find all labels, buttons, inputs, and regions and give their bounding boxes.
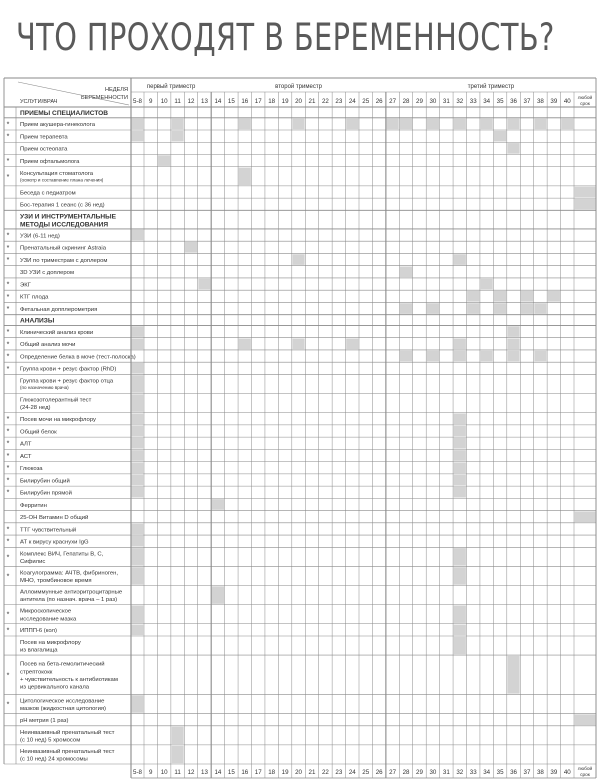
week-tick-label: 19 (281, 98, 289, 105)
week-tick-label: 23 (335, 98, 343, 105)
week-label: БЕРЕМЕННОСТИ (81, 95, 128, 101)
required-marker: * (6, 465, 10, 473)
filled-cell (454, 119, 466, 130)
week-tick-label: любой (577, 767, 593, 772)
service-note: (по назначению врача) (20, 385, 69, 391)
filled-cell (132, 475, 144, 486)
service-label: Прием акушера-гинеколога (20, 122, 95, 129)
service-label: Пренатальный скрининг Astraia (20, 245, 107, 252)
service-label: 3D УЗИ с доплером (20, 270, 75, 277)
filled-cell (494, 291, 506, 302)
required-marker: * (6, 341, 10, 349)
service-label: Клинический анализ крови (20, 329, 94, 336)
filled-cell (467, 291, 479, 302)
service-label: Прием офтальмолога (20, 158, 80, 165)
filled-cell (454, 254, 466, 265)
filled-cell (454, 438, 466, 449)
required-marker: * (6, 554, 10, 562)
service-label: Прием терапевта (20, 134, 68, 141)
filled-cell (548, 291, 560, 302)
filled-cell (212, 586, 224, 604)
required-marker: * (6, 257, 10, 265)
filled-cell (132, 524, 144, 535)
week-tick-label: 9 (148, 769, 153, 776)
filled-cell (132, 326, 144, 337)
filled-cell (132, 487, 144, 498)
trimester-label: первый триместр (146, 84, 196, 90)
filled-cell (185, 242, 197, 253)
week-tick-label: 11 (174, 98, 181, 105)
filled-cell (427, 119, 439, 130)
filled-cell (292, 254, 304, 265)
filled-cell (481, 351, 493, 362)
week-tick-label: любой (577, 96, 593, 101)
filled-cell (158, 155, 170, 166)
week-tick-label: 11 (174, 769, 181, 776)
service-label: АТ к вирусу краснухи IgG (20, 539, 89, 546)
week-tick-label: 15 (227, 98, 235, 105)
week-tick-label: 24 (348, 769, 356, 776)
week-tick-label: 36 (510, 98, 517, 105)
week-tick-label: 30 (429, 98, 437, 105)
filled-cell (575, 187, 596, 198)
service-label: pH метрия (1 раз) (20, 717, 69, 724)
filled-cell (132, 450, 144, 461)
week-tick-label: 14 (214, 769, 222, 776)
required-marker: * (6, 329, 10, 337)
required-marker: * (6, 627, 10, 635)
filled-cell (132, 413, 144, 424)
required-marker: * (6, 701, 10, 709)
service-label: Цитологическое исследование (20, 698, 105, 705)
week-tick-label: 34 (483, 769, 491, 776)
filled-cell (494, 131, 506, 142)
week-tick-label: 34 (483, 98, 491, 105)
service-label: Неинвазивный пренатальный тест (20, 748, 115, 755)
week-tick-label: 32 (456, 769, 464, 776)
service-label: мазков (жидкостная цитология) (20, 706, 107, 713)
week-tick-label: 37 (523, 769, 531, 776)
service-label: Беседа с педиатром (20, 190, 76, 197)
service-label: Микроскопическое (20, 608, 72, 615)
filled-cell (575, 714, 596, 725)
week-tick-label: 26 (375, 769, 383, 776)
required-marker: * (6, 293, 10, 301)
service-label: антитела (по назнач. врача – 1 раз) (20, 597, 118, 604)
filled-cell (292, 338, 304, 349)
service-label: АСТ (20, 453, 32, 460)
week-tick-label: 24 (348, 98, 356, 105)
week-tick-label: 17 (254, 98, 262, 105)
filled-cell (521, 291, 533, 302)
week-tick-label: 22 (321, 769, 329, 776)
filled-cell (132, 695, 144, 713)
week-label: НЕДЕЛЯ (104, 87, 128, 93)
service-label: МНО, тромбиновое время (20, 578, 92, 585)
week-tick-label: 22 (321, 98, 329, 105)
filled-cell (239, 119, 251, 130)
filled-cell (454, 567, 466, 585)
filled-cell (132, 338, 144, 349)
filled-cell (132, 567, 144, 585)
service-label: Коагулограмма: АЧТВ, фибриноген, (20, 570, 119, 577)
filled-cell (454, 351, 466, 362)
week-tick-label: 35 (496, 769, 504, 776)
filled-cell (575, 511, 596, 522)
filled-cell (534, 119, 546, 130)
filled-cell (386, 119, 398, 130)
filled-cell (507, 656, 519, 694)
service-label: УЗИ (6-11 нед) (20, 233, 60, 240)
week-tick-label: 25 (362, 769, 370, 776)
filled-cell (292, 119, 304, 130)
week-tick-label: 12 (187, 769, 195, 776)
week-tick-label: 38 (536, 98, 544, 105)
week-tick-label: 31 (442, 769, 450, 776)
week-tick-label: 23 (335, 769, 343, 776)
filled-cell (132, 605, 144, 623)
service-label: Аллоиммунные антиэритроцитарные (20, 589, 123, 596)
week-tick-label: 15 (227, 769, 235, 776)
required-marker: * (6, 133, 10, 141)
filled-cell (132, 119, 144, 130)
week-tick-label: 20 (295, 769, 302, 776)
week-tick-label: 30 (429, 769, 437, 776)
filled-cell (427, 303, 439, 314)
filled-cell (481, 119, 493, 130)
page-title: ЧТО ПРОХОДЯТ В БЕРЕМЕННОСТЬ? (16, 16, 555, 59)
required-marker: * (6, 281, 10, 289)
service-label: Определение белка в моче (тест-полоска) (20, 354, 136, 361)
service-label: Билирубин общий (20, 478, 70, 485)
service-label: Сифилис (20, 558, 46, 565)
week-tick-label: 27 (389, 98, 397, 105)
service-label: (с 10 нед) 5 хромосом (20, 737, 81, 744)
filled-cell (132, 131, 144, 142)
week-tick-label: 5-8 (133, 769, 142, 776)
filled-cell (132, 363, 144, 374)
filled-cell (507, 119, 519, 130)
filled-cell (507, 143, 519, 154)
filled-cell (400, 351, 412, 362)
filled-cell (346, 119, 358, 130)
filled-cell (132, 625, 144, 636)
required-marker: * (6, 526, 10, 534)
filled-cell (521, 303, 533, 314)
filled-cell (239, 168, 251, 186)
required-marker: * (6, 538, 10, 546)
service-label: Глюкозотолерантный тест (20, 397, 92, 404)
week-tick-label: 28 (402, 769, 410, 776)
filled-cell (561, 119, 573, 130)
week-tick-label: 21 (308, 769, 316, 776)
service-note: (осмотр и составление плана лечения) (20, 177, 104, 183)
filled-cell (132, 548, 144, 566)
filled-cell (454, 637, 466, 655)
week-tick-label: 27 (389, 769, 397, 776)
service-label: Ферритин (20, 502, 47, 509)
service-label: Билирубин прямой (20, 490, 72, 497)
service-label: Фетальная допплерометрия (20, 306, 98, 313)
filled-cell (132, 394, 144, 412)
filled-cell (346, 338, 358, 349)
trimester-label: третий триместр (467, 84, 515, 90)
filled-cell (507, 351, 519, 362)
service-label: ТТГ чувствительный (20, 527, 77, 534)
filled-cell (132, 426, 144, 437)
filled-cell (481, 279, 493, 290)
filled-cell (507, 338, 519, 349)
required-marker: * (6, 121, 10, 129)
filled-cell (454, 338, 466, 349)
week-tick-label: срок (580, 773, 590, 778)
filled-cell (132, 375, 144, 393)
week-tick-label: 20 (295, 98, 302, 105)
filled-cell (454, 426, 466, 437)
filled-cell (198, 279, 210, 290)
week-tick-label: 13 (201, 98, 208, 105)
week-tick-label: 5-8 (133, 98, 142, 105)
required-marker: * (6, 611, 10, 619)
week-tick-label: 10 (160, 769, 168, 776)
service-label: Посев на микрофлору (20, 640, 81, 647)
week-tick-label: 29 (416, 98, 423, 105)
service-label: Общий анализ мочи (20, 342, 76, 349)
week-tick-label: 16 (241, 98, 249, 105)
filled-cell (400, 266, 412, 277)
week-tick-label: 26 (375, 98, 383, 105)
filled-cell (132, 230, 144, 241)
service-label: Консультация стоматолога (20, 170, 94, 177)
week-tick-label: 13 (201, 769, 208, 776)
filled-cell (454, 475, 466, 486)
required-marker: * (6, 573, 10, 581)
service-label: Группа крови + резус фактор (RhD) (20, 366, 117, 373)
filled-cell (534, 351, 546, 362)
service-label: Посев на бета-гемолитический (20, 661, 105, 668)
section-title: УЗИ И ИНСТРУМЕНТАЛЬНЫЕ (20, 213, 117, 221)
filled-cell (534, 303, 546, 314)
required-marker: * (6, 452, 10, 460)
week-tick-label: 33 (469, 769, 477, 776)
week-tick-label: 39 (550, 769, 558, 776)
service-label: из влагалища (20, 647, 58, 654)
filled-cell (212, 499, 224, 510)
week-tick-label: 17 (254, 769, 262, 776)
filled-cell (132, 462, 144, 473)
week-tick-label: 40 (563, 769, 571, 776)
week-tick-label: 31 (442, 98, 450, 105)
week-tick-label: 29 (416, 769, 423, 776)
filled-cell (132, 438, 144, 449)
week-tick-label: 14 (214, 98, 222, 105)
service-label: 25-ОН Витамин D общий (20, 515, 89, 522)
week-tick-label: 10 (160, 98, 168, 105)
required-marker: * (6, 416, 10, 424)
required-marker: * (6, 244, 10, 252)
week-tick-label: 33 (469, 98, 477, 105)
week-tick-label: 25 (362, 98, 370, 105)
required-marker: * (6, 173, 10, 181)
service-label: ИППП-6 (кол) (20, 628, 57, 635)
filled-cell (454, 487, 466, 498)
service-label: Бос-терапия 1 сеанс (с 36 нед) (20, 202, 105, 209)
filled-cell (171, 727, 183, 745)
filled-cell (171, 119, 183, 130)
filled-cell (132, 536, 144, 547)
filled-cell (400, 303, 412, 314)
service-label: Прием остеопата (20, 146, 68, 153)
service-label: из цервикального канала (20, 684, 90, 691)
week-tick-label: 36 (510, 769, 517, 776)
filled-cell (454, 413, 466, 424)
required-marker: * (6, 477, 10, 485)
filled-cell (171, 746, 183, 764)
week-tick-label: 21 (308, 98, 316, 105)
filled-cell (400, 119, 412, 130)
service-label: Неинвазивный пренатальный тест (20, 729, 115, 736)
week-tick-label: 19 (281, 769, 289, 776)
service-label: АЛТ (20, 441, 32, 448)
week-tick-label: 16 (241, 769, 249, 776)
required-marker: * (6, 365, 10, 373)
service-label: Посев мочи на микрофлору (20, 417, 96, 424)
service-label: (с 10 нед) 24 хромосомы (20, 756, 88, 763)
required-marker: * (6, 306, 10, 314)
week-tick-label: 32 (456, 98, 464, 105)
section-title: МЕТОДЫ ИССЛЕДОВАНИЯ (20, 221, 109, 229)
filled-cell (575, 199, 596, 210)
service-label: УЗИ по триместрам с доплером (20, 257, 108, 264)
section-title: АНАЛИЗЫ (20, 317, 55, 325)
required-marker: * (6, 440, 10, 448)
filled-cell (427, 351, 439, 362)
filled-cell (454, 462, 466, 473)
required-marker: * (6, 158, 10, 166)
week-tick-label: 9 (148, 98, 153, 105)
week-tick-label: 39 (550, 98, 558, 105)
week-tick-label: 18 (268, 98, 276, 105)
service-label: (24-28 нед) (20, 405, 51, 412)
required-marker: * (6, 428, 10, 436)
service-label: стрептококк (20, 669, 53, 676)
required-marker: * (6, 232, 10, 240)
filled-cell (507, 326, 519, 337)
service-label: + чувствительность к антибиотикам (20, 676, 118, 683)
section-title: ПРИЕМЫ СПЕЦИАЛИСТОВ (20, 110, 109, 117)
filled-cell (171, 131, 183, 142)
service-column-header: УСЛУГИ/ВРАЧ (20, 99, 58, 105)
week-tick-label: 40 (563, 98, 571, 105)
week-tick-label: 18 (268, 769, 276, 776)
filled-cell (494, 303, 506, 314)
required-marker: * (6, 489, 10, 497)
filled-cell (454, 605, 466, 623)
service-label: исследование мазка (20, 616, 77, 623)
week-tick-label: срок (580, 102, 590, 107)
filled-cell (239, 338, 251, 349)
week-tick-label: 37 (523, 98, 531, 105)
service-label: ЭКГ (20, 282, 31, 289)
service-label: Комплекс ВИЧ, Гепатиты В, С, (20, 551, 104, 558)
filled-cell (454, 450, 466, 461)
filled-cell (454, 625, 466, 636)
week-tick-label: 35 (496, 98, 504, 105)
required-marker: * (6, 353, 10, 361)
service-label: Глюкоза (20, 466, 43, 473)
filled-cell (467, 303, 479, 314)
service-label: Группа крови + резус фактор отца (20, 378, 114, 385)
week-tick-label: 12 (187, 98, 195, 105)
week-tick-label: 28 (402, 98, 410, 105)
week-tick-label: 38 (536, 769, 544, 776)
filled-cell (454, 548, 466, 566)
service-label: Общий белок (20, 429, 57, 436)
required-marker: * (6, 672, 10, 680)
trimester-label: второй триместр (275, 84, 322, 90)
service-label: КТГ плода (20, 294, 49, 301)
